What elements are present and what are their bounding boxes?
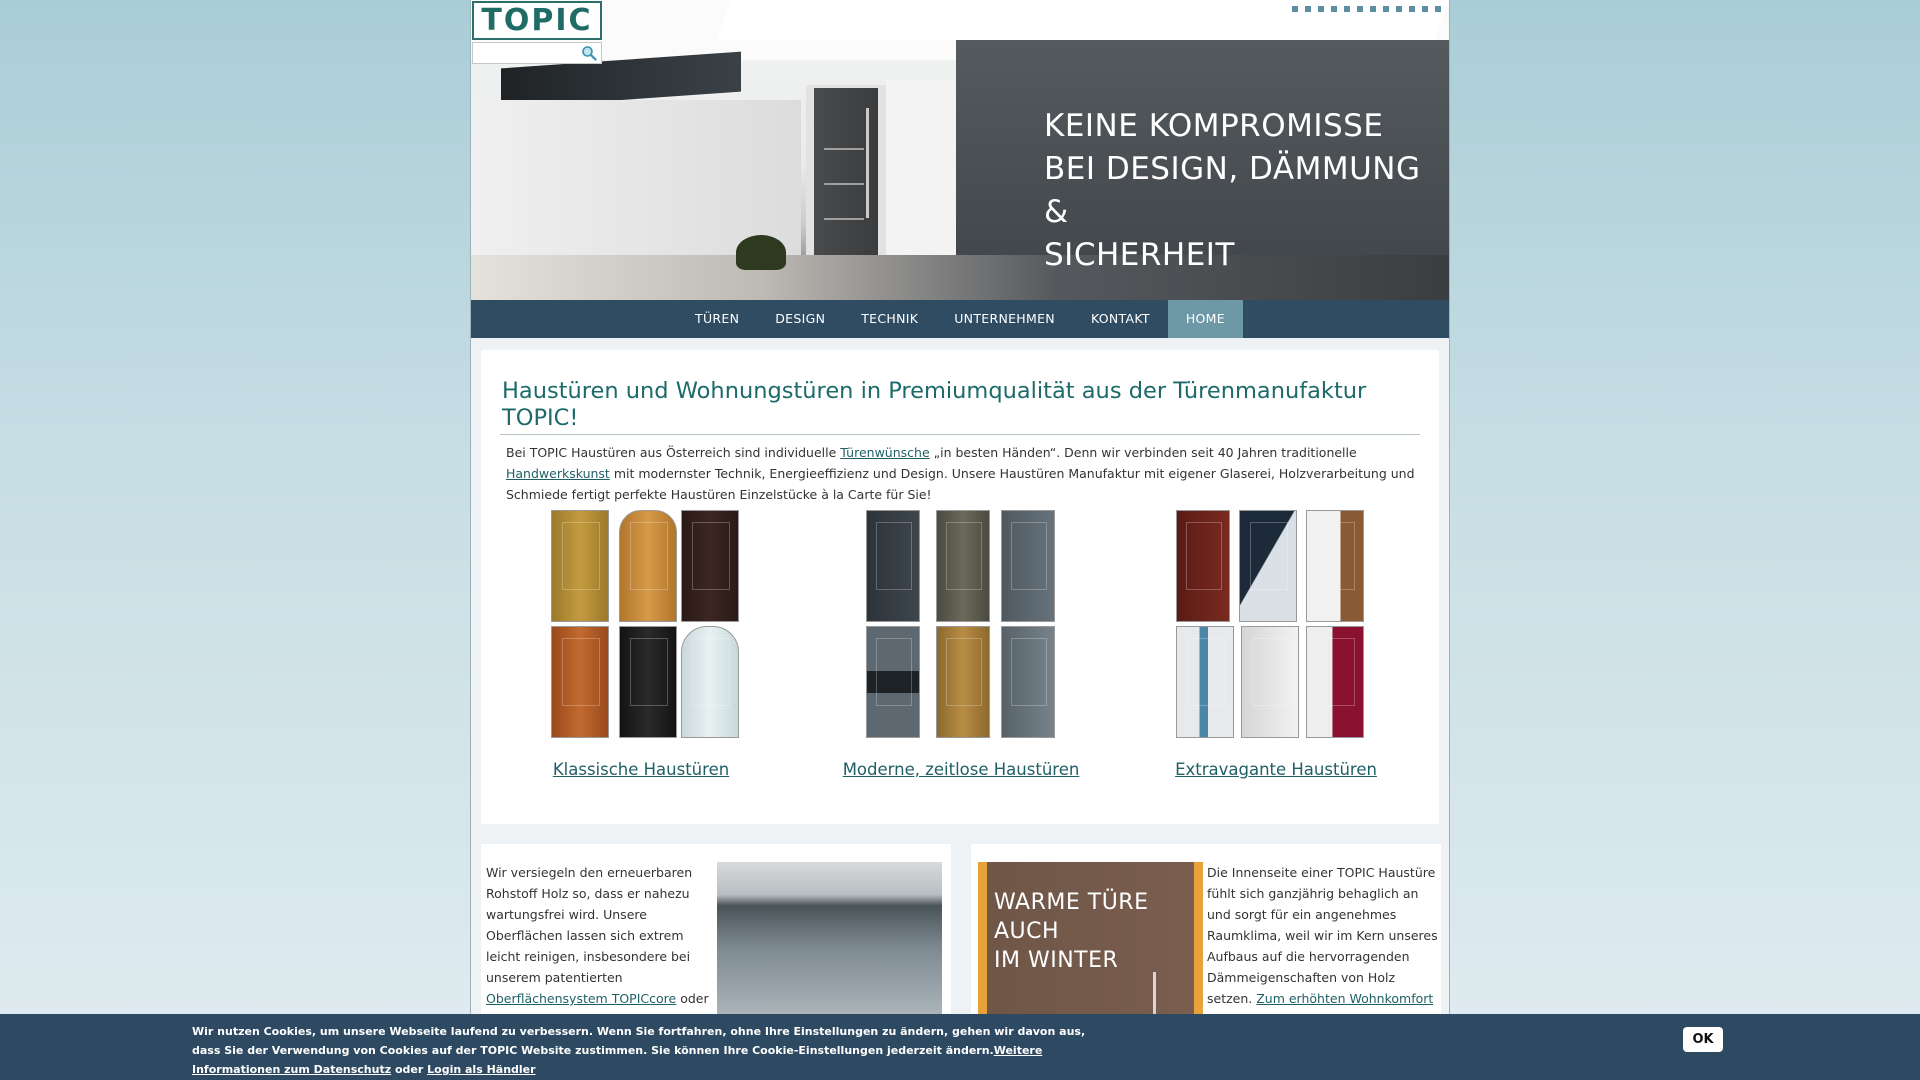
slider-dot[interactable]	[1357, 6, 1363, 12]
slider-dot[interactable]	[1292, 6, 1298, 12]
cookie-message	[192, 1022, 1092, 1079]
warm-door-caption-line: WARME TÜRE	[994, 890, 1149, 915]
extravagant-doors-image[interactable]	[1176, 510, 1476, 750]
slider-dot[interactable]	[1331, 6, 1337, 12]
classic-doors-image[interactable]	[551, 510, 851, 750]
warm-door-caption	[994, 888, 1149, 975]
slider-dot[interactable]	[1344, 6, 1350, 12]
slider-dot[interactable]	[1396, 6, 1402, 12]
topiccore-link[interactable]: Oberflächensystem TOPICcore	[486, 991, 677, 1006]
modern-doors-link[interactable]: Moderne, zeitlose Haustüren	[842, 760, 1080, 779]
page-container	[470, 0, 1450, 1080]
search-input[interactable]	[475, 44, 575, 62]
main-content	[481, 350, 1439, 824]
slider-dot[interactable]	[1409, 6, 1415, 12]
tuerenwuensche-link[interactable]: Türenwünsche	[840, 445, 930, 460]
title-divider	[500, 434, 1420, 435]
classic-doors-link[interactable]: Klassische Haustüren	[552, 760, 730, 779]
warm-door-body: Die Innenseite einer TOPIC Haustüre fühlt sich ganzjährig behaglich an und sorgt für ein angenehmes Raumklima, weil wir im Kern unseres Aufbaus auf die hervorragenden Dämmeigenschaften von Holz setzen.	[1207, 865, 1438, 1006]
cookie-text: Wir nutzen Cookies, um unsere Webseite laufend zu verbessern. Wenn Sie fortfahren, ohne Ihre Einstellungen zu ändern, gehen wir davon aus, dass Sie der Verwendung von Cookies auf der TOPIC Website zustimmen. Sie können Ihre Cookie-Einstellungen jederzeit ändern.	[192, 1025, 1086, 1057]
cookie-ok-button[interactable]: OK	[1683, 1027, 1723, 1052]
cookie-connector: oder	[391, 1063, 428, 1076]
warm-door-text	[1207, 862, 1439, 1030]
nav-item-design[interactable]: DESIGN	[775, 311, 826, 326]
slider-dot[interactable]	[1422, 6, 1428, 12]
main-nav	[471, 300, 1449, 338]
slider-dot[interactable]	[1370, 6, 1376, 12]
topic-logo[interactable]: TOPIC	[472, 1, 602, 40]
slider-dot[interactable]	[1305, 6, 1311, 12]
intro-text: Bei TOPIC Haustüren aus Österreich sind individuelle	[506, 445, 841, 460]
hero-headline-line: KEINE KOMPROMISSE	[1044, 108, 1384, 144]
slider-dot[interactable]	[1435, 6, 1441, 12]
slider-dot[interactable]	[1318, 6, 1324, 12]
intro-text: „in besten Händen“. Denn wir verbinden seit 40 Jahren traditionelle	[929, 445, 1357, 460]
warm-door-caption-line: IM WINTER	[994, 948, 1119, 973]
hero-headline	[1044, 105, 1444, 277]
warm-door-caption-line: AUCH	[994, 919, 1060, 944]
page-title: Haustüren und Wohnungstüren in Premiumqualität aus der Türenmanufaktur TOPIC!	[502, 378, 1367, 431]
dealer-login-link[interactable]: Login als Händler	[427, 1063, 536, 1076]
hero-banner	[471, 0, 1449, 300]
hero-headline-line: SICHERHEIT	[1044, 237, 1235, 273]
cookie-banner	[0, 1014, 1920, 1080]
nav-item-technik[interactable]: TECHNIK	[861, 311, 919, 326]
nav-item-home[interactable]: HOME	[1168, 300, 1243, 338]
modern-doors-image[interactable]	[866, 510, 1166, 750]
surface-text: oder	[680, 991, 709, 1006]
slider-dot[interactable]	[1383, 6, 1389, 12]
intro-text: mit modernster Technik, Energieeffizienz und Design. Unsere Haustüren Manufaktur mit eigener Glaserei, Holzverarbeitung und Schmiede fertigt perfekte Haustüren Einzelstücke à la Carte für Sie!	[506, 466, 1415, 502]
nav-item-kontakt[interactable]: KONTAKT	[1090, 311, 1150, 326]
hero-headline-line: BEI DESIGN, DÄMMUNG &	[1044, 151, 1421, 230]
slider-dots	[1292, 6, 1441, 12]
search-box	[472, 42, 602, 64]
handwerkskunst-link[interactable]: Handwerkskunst	[506, 466, 610, 481]
hero-plant-graphic	[736, 235, 786, 270]
magnifier-icon[interactable]	[581, 45, 597, 61]
privacy-info-link[interactable]: Weitere Informationen zum Datenschutz	[192, 1044, 1043, 1076]
nav-item-unternehmen[interactable]: UNTERNEHMEN	[954, 311, 1055, 326]
nav-item-tueren[interactable]: TÜREN	[695, 311, 740, 326]
wohnkomfort-link[interactable]: Zum erhöhten Wohnkomfort	[1256, 991, 1434, 1006]
hero-door-graphic	[814, 88, 878, 266]
surface-text: Wir versiegeln den erneuerbaren Rohstoff Holz so, dass er nahezu wartungsfrei wird. Unsere Oberflächen lassen sich extrem leicht reinigen, insbesondere bei unserem patentierten	[486, 865, 693, 985]
intro-paragraph	[506, 442, 1426, 505]
extravagant-doors-link[interactable]: Extravagante Haustüren	[1175, 760, 1377, 779]
surface-info-text	[486, 862, 711, 1030]
